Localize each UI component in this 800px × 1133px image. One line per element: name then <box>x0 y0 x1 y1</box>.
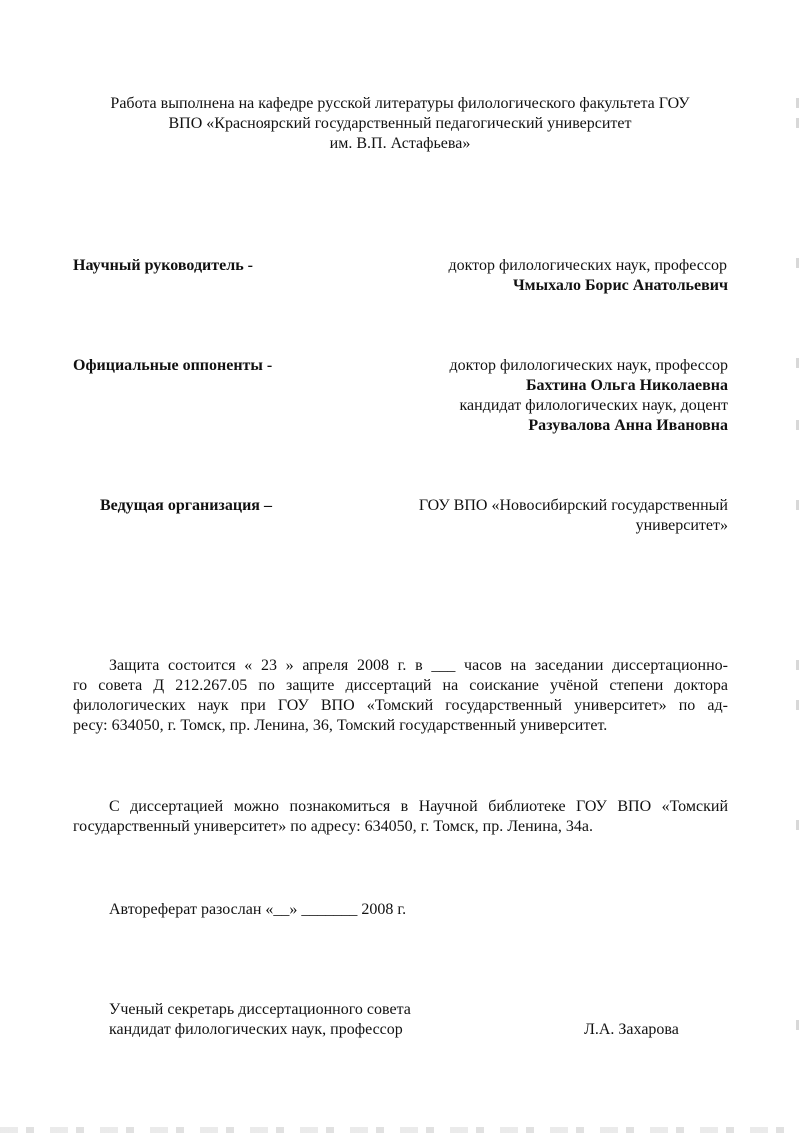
opponents-label: Официальные оппоненты - <box>73 357 273 374</box>
defense-paragraph <box>73 656 728 736</box>
header-line-3: им. В.П. Астафьева» <box>329 135 471 152</box>
library-line-2: государственный университет» по адресу: 634050, г. Томск, пр. Ленина, 34а. <box>73 818 593 835</box>
defense-line-1: Защита состоится « 23 » апреля 2008 г. в ___ часов на заседании диссертационно- <box>109 657 728 674</box>
lead-org-label: Ведущая организация – <box>100 497 272 514</box>
defense-line-3: филологических наук при ГОУ ВПО «Томский государственный университет» по ад- <box>73 697 728 714</box>
distribution-text: Автореферат разослан «__» _______ 2008 г. <box>109 901 407 918</box>
library-line-1: С диссертацией можно познакомиться в Научной библиотеке ГОУ ВПО «Томский <box>109 798 728 815</box>
secretary-name: Л.А. Захарова <box>584 1021 679 1038</box>
supervisor-name: Чмыхало Борис Анатольевич <box>512 277 728 294</box>
opponent-1-title: доктор филологических наук, профессор <box>449 357 728 374</box>
lead-org-line-2: университет» <box>635 517 728 534</box>
secretary-line-1: Ученый секретарь диссертационного совета <box>109 1001 411 1018</box>
opponent-1-name: Бахтина Ольга Николаевна <box>525 377 728 394</box>
supervisor-title: доктор филологических наук, профессор <box>448 257 727 274</box>
header-line-1: Работа выполнена на кафедре русской литературы филологического факультета ГОУ <box>110 95 690 112</box>
scan-edge-marks <box>794 0 800 1133</box>
scan-bottom-strip <box>0 1127 800 1133</box>
opponent-2-name: Разувалова Анна Ивановна <box>528 417 728 434</box>
header-line-2: ВПО «Красноярский государственный педагогический университет <box>168 115 632 132</box>
lead-org-line-1: ГОУ ВПО «Новосибирский государственный <box>418 497 728 514</box>
opponent-2-title: кандидат филологических наук, доцент <box>459 397 728 414</box>
supervisor-label: Научный руководитель - <box>73 257 253 274</box>
secretary-line-2: кандидат филологических наук, профессор <box>109 1021 403 1038</box>
defense-line-4: ресу: 634050, г. Томск, пр. Ленина, 36, Томский государственный университет. <box>73 717 608 734</box>
header-affiliation <box>0 94 800 154</box>
defense-line-2: го совета Д 212.267.05 по защите диссертаций на соискание учёной степени доктора <box>73 677 728 694</box>
library-paragraph <box>73 797 728 837</box>
